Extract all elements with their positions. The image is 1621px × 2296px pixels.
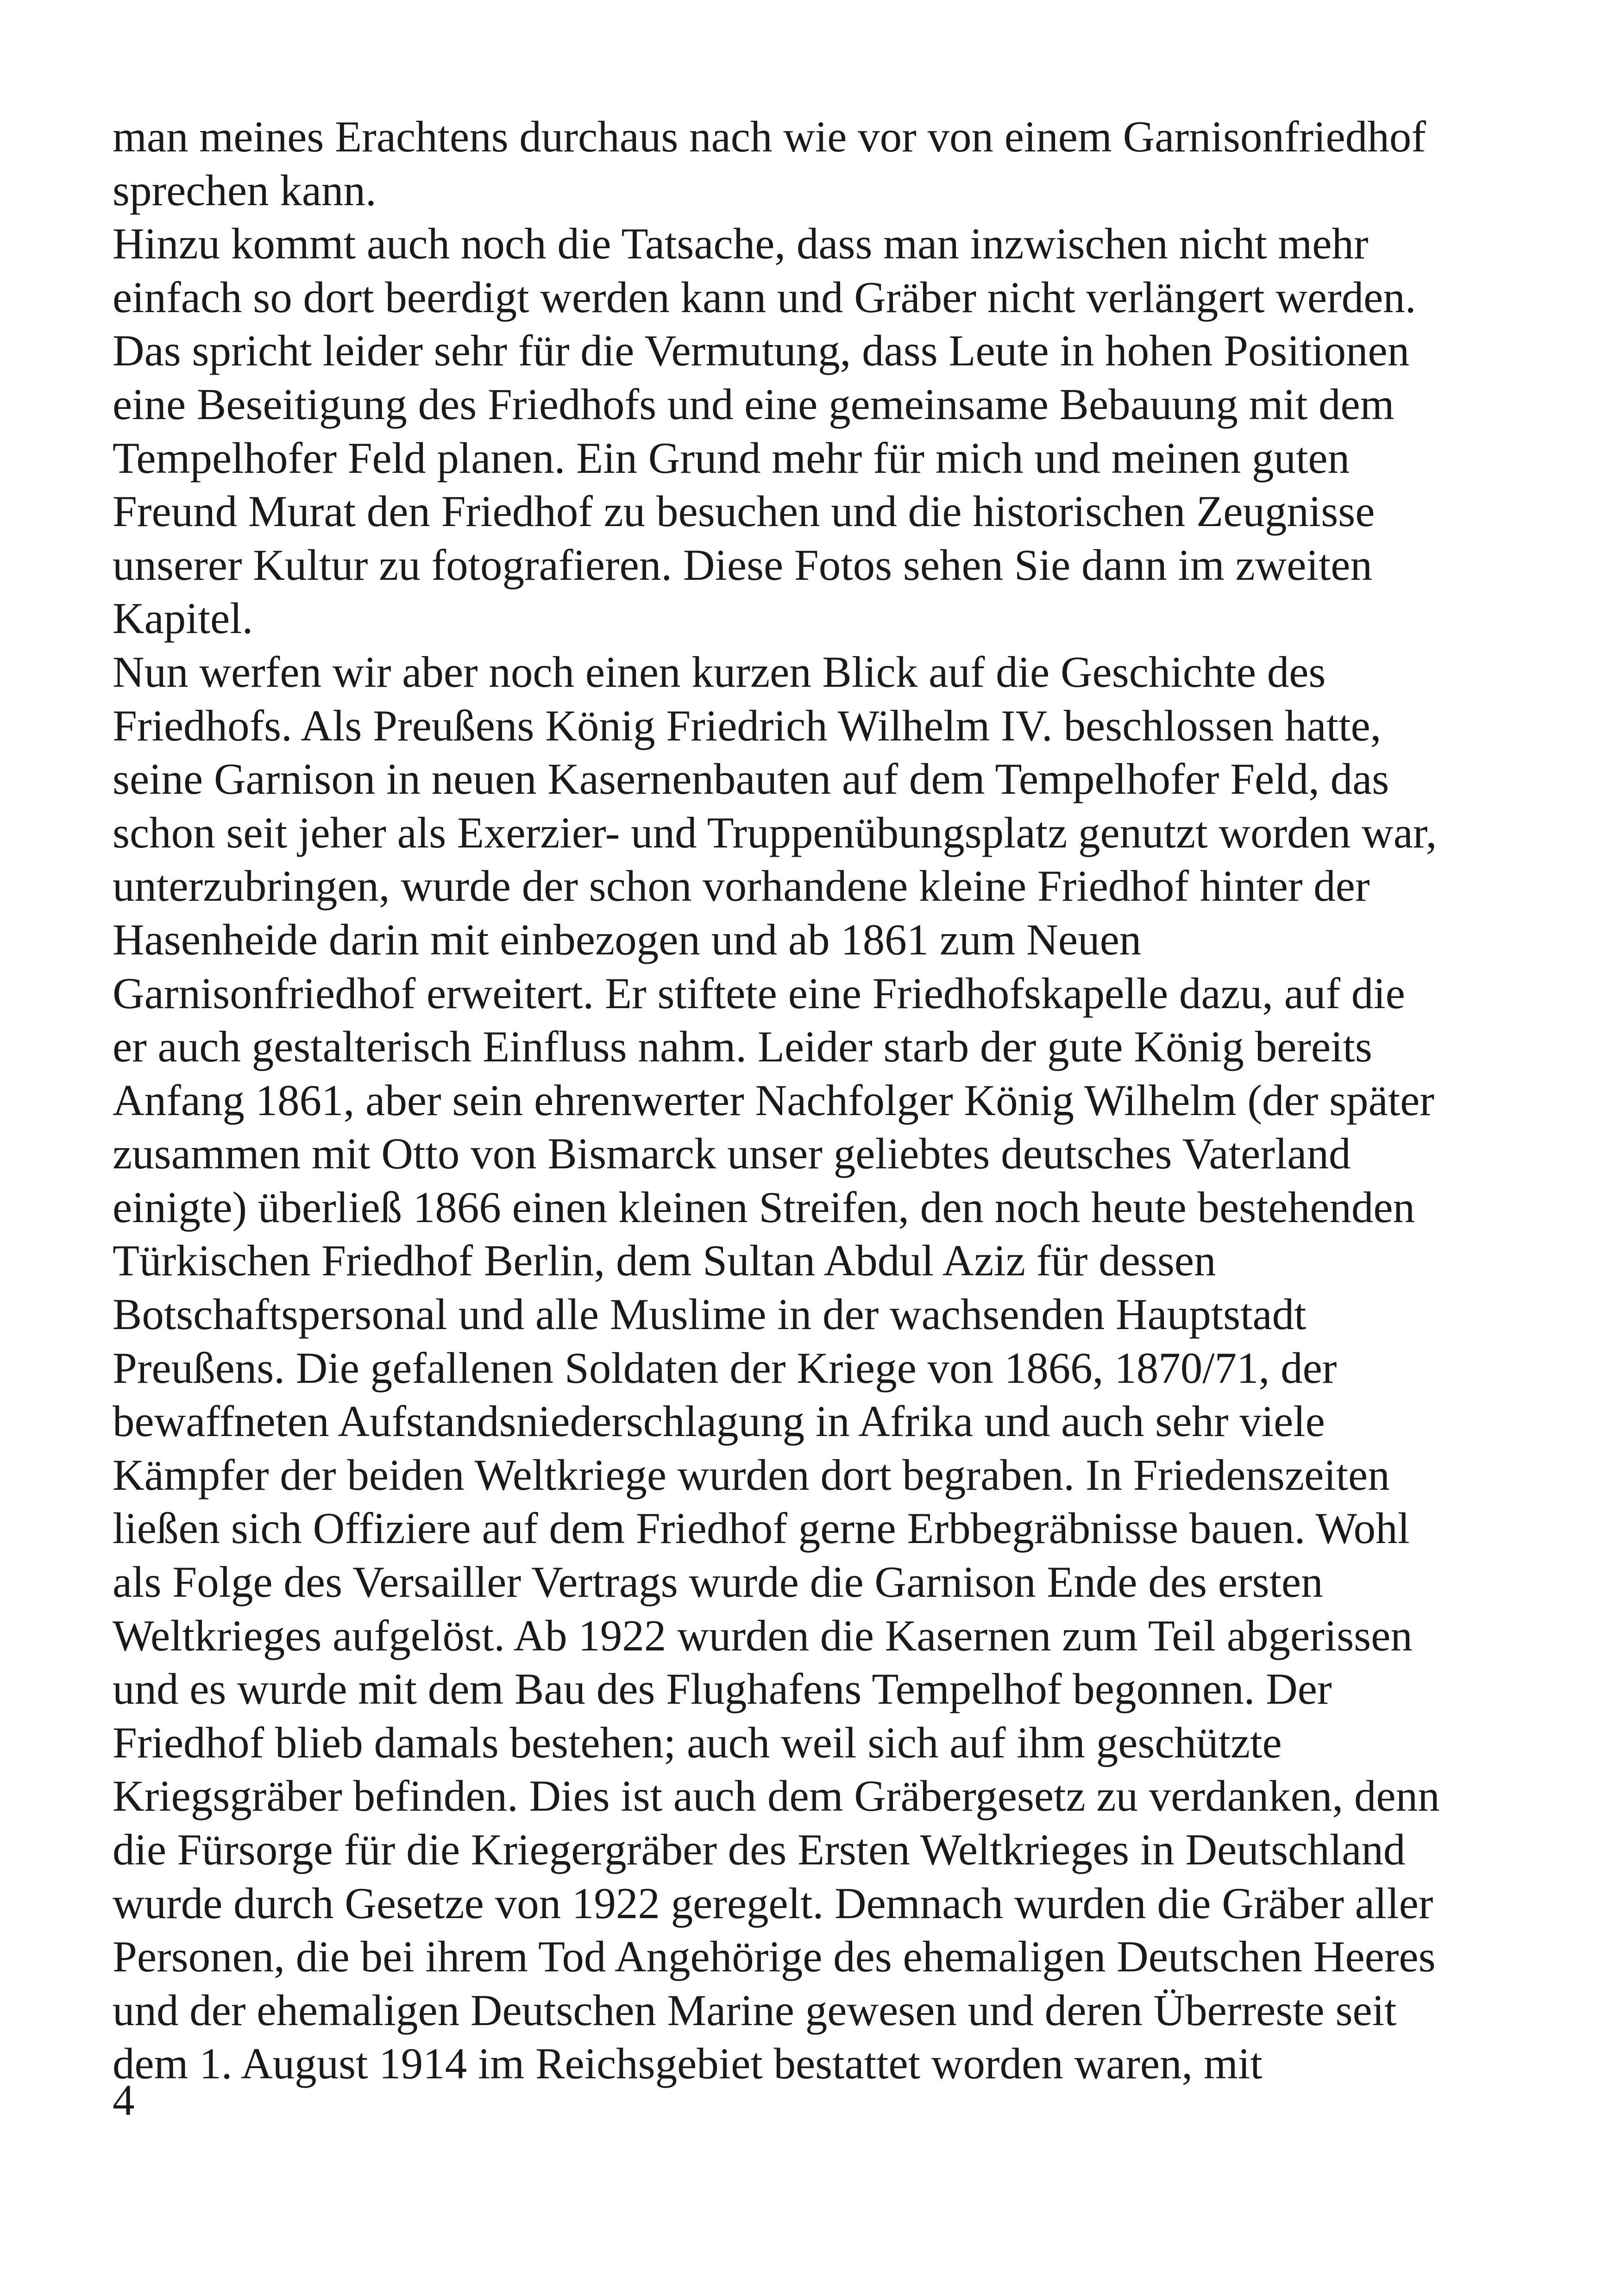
body-text [113, 110, 1516, 2091]
text-line: Botschaftspersonal und alle Muslime in der wachsenden Hauptstadt [113, 1290, 1307, 1339]
text-line: Kapitel. [113, 594, 253, 643]
text-line: als Folge des Versailler Vertrags wurde die Garnison Ende des ersten [113, 1557, 1323, 1607]
text-line: Garnisonfriedhof erweitert. Er stiftete eine Friedhofskapelle dazu, auf die [113, 968, 1405, 1018]
text-line: und der ehemaligen Deutschen Marine gewesen und deren Überreste seit [113, 1985, 1397, 2035]
text-line: Friedhof blieb damals bestehen; auch weil sich auf ihm geschützte [113, 1718, 1282, 1767]
text-line: wurde durch Gesetze von 1922 geregelt. Demnach wurden die Gräber aller [113, 1878, 1433, 1928]
text-line: Türkischen Friedhof Berlin, dem Sultan Abdul Aziz für dessen [113, 1236, 1216, 1286]
text-line: seine Garnison in neuen Kasernenbauten auf dem Tempelhofer Feld, das [113, 754, 1389, 804]
text-line: Personen, die bei ihrem Tod Angehörige des ehemaligen Deutschen Heeres [113, 1932, 1436, 1982]
text-line: Friedhofs. Als Preußens König Friedrich Wilhelm IV. beschlossen hatte, [113, 701, 1382, 750]
text-line: Das spricht leider sehr für die Vermutung, dass Leute in hohen Positionen [113, 326, 1410, 376]
text-line: die Fürsorge für die Kriegergräber des Ersten Weltkrieges in Deutschland [113, 1825, 1406, 1874]
text-line: er auch gestalterisch Einfluss nahm. Leider starb der gute König bereits [113, 1022, 1372, 1072]
page-number: 4 [113, 2076, 135, 2125]
text-line: Kriegsgräber befinden. Dies ist auch dem Gräbergesetz zu verdanken, denn [113, 1771, 1440, 1821]
text-line: eine Beseitigung des Friedhofs und eine gemeinsame Bebauung mit dem [113, 379, 1395, 429]
text-line: Tempelhofer Feld planen. Ein Grund mehr für mich und meinen guten [113, 433, 1350, 483]
text-line: unterzubringen, wurde der schon vorhandene kleine Friedhof hinter der [113, 861, 1370, 911]
text-line: einigte) überließ 1866 einen kleinen Streifen, den noch heute bestehenden [113, 1182, 1415, 1232]
text-line: man meines Erachtens durchaus nach wie vor von einem Garnisonfriedhof [113, 112, 1426, 161]
text-line: Weltkrieges aufgelöst. Ab 1922 wurden die Kasernen zum Teil abgerissen [113, 1611, 1413, 1660]
text-line: einfach so dort beerdigt werden kann und Gräber nicht verlängert werden. [113, 272, 1416, 322]
text-line: zusammen mit Otto von Bismarck unser geliebtes deutsches Vaterland [113, 1129, 1351, 1179]
text-line: und es wurde mit dem Bau des Flughafens Tempelhof begonnen. Der [113, 1664, 1332, 1714]
text-line: Hasenheide darin mit einbezogen und ab 1861 zum Neuen [113, 915, 1142, 964]
text-line: Preußens. Die gefallenen Soldaten der Kriege von 1866, 1870/71, der [113, 1343, 1337, 1393]
text-line: Anfang 1861, aber sein ehrenwerter Nachfolger König Wilhelm (der später [113, 1075, 1434, 1125]
text-line: Hinzu kommt auch noch die Tatsache, dass man inzwischen nicht mehr [113, 219, 1369, 269]
text-line: schon seit jeher als Exerzier- und Truppenübungsplatz genutzt worden war, [113, 808, 1437, 857]
text-line: dem 1. August 1914 im Reichsgebiet bestattet worden waren, mit [113, 2039, 1263, 2089]
text-line: Nun werfen wir aber noch einen kurzen Blick auf die Geschichte des [113, 647, 1326, 696]
text-line: unserer Kultur zu fotografieren. Diese Fotos sehen Sie dann im zweiten [113, 540, 1372, 590]
text-line: ließen sich Offiziere auf dem Friedhof gerne Erbbegräbnisse bauen. Wohl [113, 1504, 1410, 1553]
text-line: sprechen kann. [113, 165, 377, 215]
text-line: Kämpfer der beiden Weltkriege wurden dort begraben. In Friedenszeiten [113, 1450, 1390, 1499]
text-line: Freund Murat den Friedhof zu besuchen und die historischen Zeugnisse [113, 487, 1375, 536]
text-line: bewaffneten Aufstandsniederschlagung in Afrika und auch sehr viele [113, 1397, 1325, 1446]
